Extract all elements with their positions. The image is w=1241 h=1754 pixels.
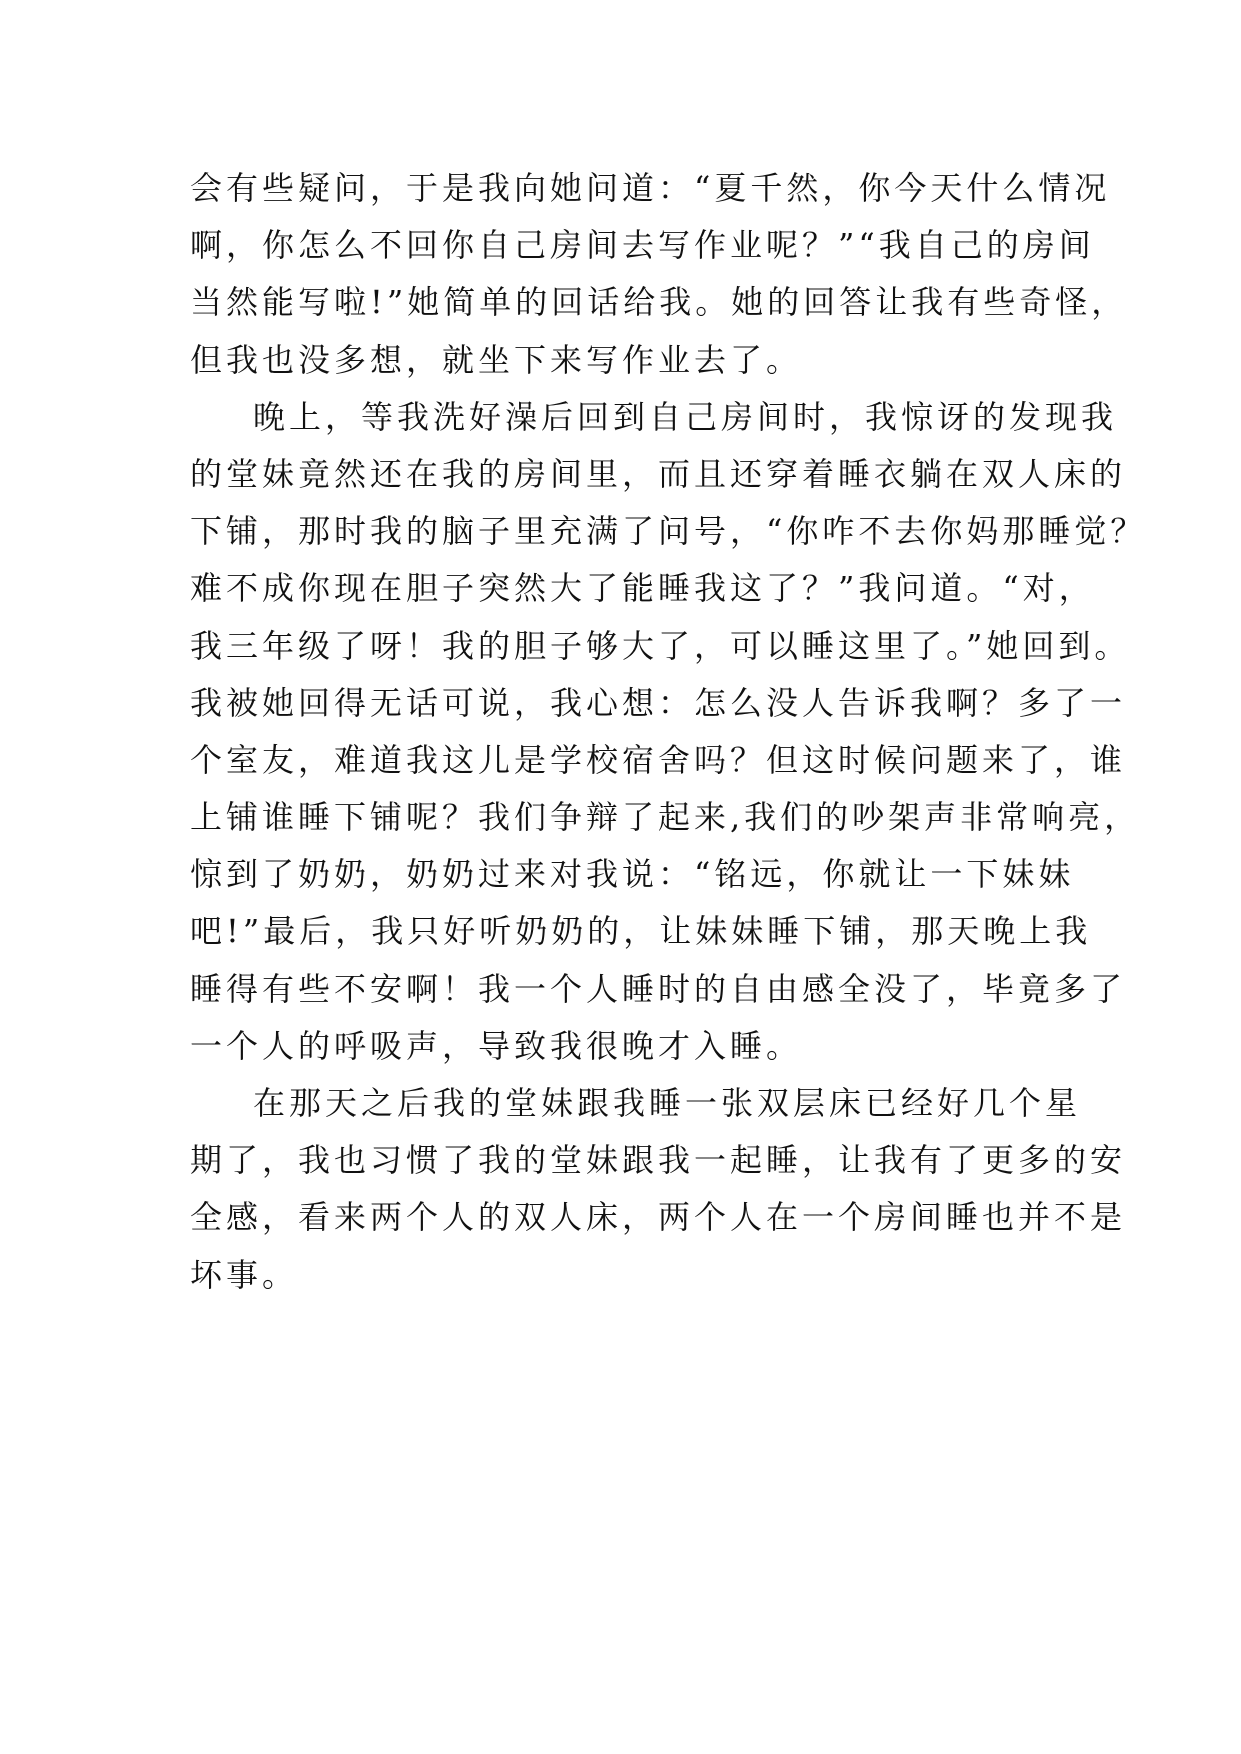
body-text — [190, 160, 1147, 1304]
text-line: 吧!”最后，我只好听奶奶的，让妹妹睡下铺，那天晚上我 — [190, 912, 1092, 951]
text-line: 当然能写啦!”她简单的回话给我。她的回答让我有些奇怪， — [190, 283, 1128, 322]
text-line: 一个人的呼吸声，导致我很晚才入睡。 — [190, 1026, 803, 1065]
text-line: 在那天之后我的堂妹跟我睡一张双层床已经好几个星 — [253, 1084, 1082, 1122]
text-line: 个室友，难道我这儿是学校宿舍吗？但这时候问题来了，谁 — [190, 740, 1127, 779]
text-line: 上铺谁睡下铺呢？我们争辩了起来,我们的吵架声非常响亮， — [190, 798, 1141, 837]
text-line: 的堂妹竟然还在我的房间里，而且还穿着睡衣躺在双人床的 — [190, 454, 1127, 493]
text-line: 但我也没多想，就坐下来写作业去了。 — [190, 340, 803, 379]
paragraph-2 — [190, 389, 1147, 1075]
paragraph-3 — [190, 1075, 1127, 1304]
text-line: 难不成你现在胆子突然大了能睡我这了？”我问道。“对， — [190, 569, 1095, 608]
text-line: 惊到了奶奶，奶奶过来对我说：“铭远，你就让一下妹妹 — [190, 855, 1075, 894]
text-line: 晚上，等我洗好澡后回到自己房间时，我惊讶的发现我 — [253, 397, 1118, 436]
text-line: 我被她回得无话可说，我心想：怎么没人告诉我啊？多了一 — [190, 683, 1127, 722]
text-line: 期了，我也习惯了我的堂妹跟我一起睡，让我有了更多的安 — [190, 1141, 1127, 1180]
text-line: 全感，看来两个人的双人床，两个人在一个房间睡也并不是 — [190, 1198, 1127, 1237]
text-line: 下铺，那时我的脑子里充满了问号，“你咋不去你妈那睡觉？ — [190, 512, 1147, 551]
paragraph-1 — [190, 160, 1128, 389]
text-line: 啊，你怎么不回你自己房间去写作业呢？”“我自己的房间 — [190, 226, 1095, 265]
text-line: 我三年级了呀！我的胆子够大了，可以睡这里了。”她回到。 — [190, 626, 1131, 665]
text-line: 坏事。 — [190, 1255, 299, 1294]
text-line: 睡得有些不安啊！我一个人睡时的自由感全没了，毕竟多了 — [190, 969, 1127, 1008]
text-line: 会有些疑问，于是我向她问道：“夏千然，你今天什么情况 — [190, 169, 1111, 207]
